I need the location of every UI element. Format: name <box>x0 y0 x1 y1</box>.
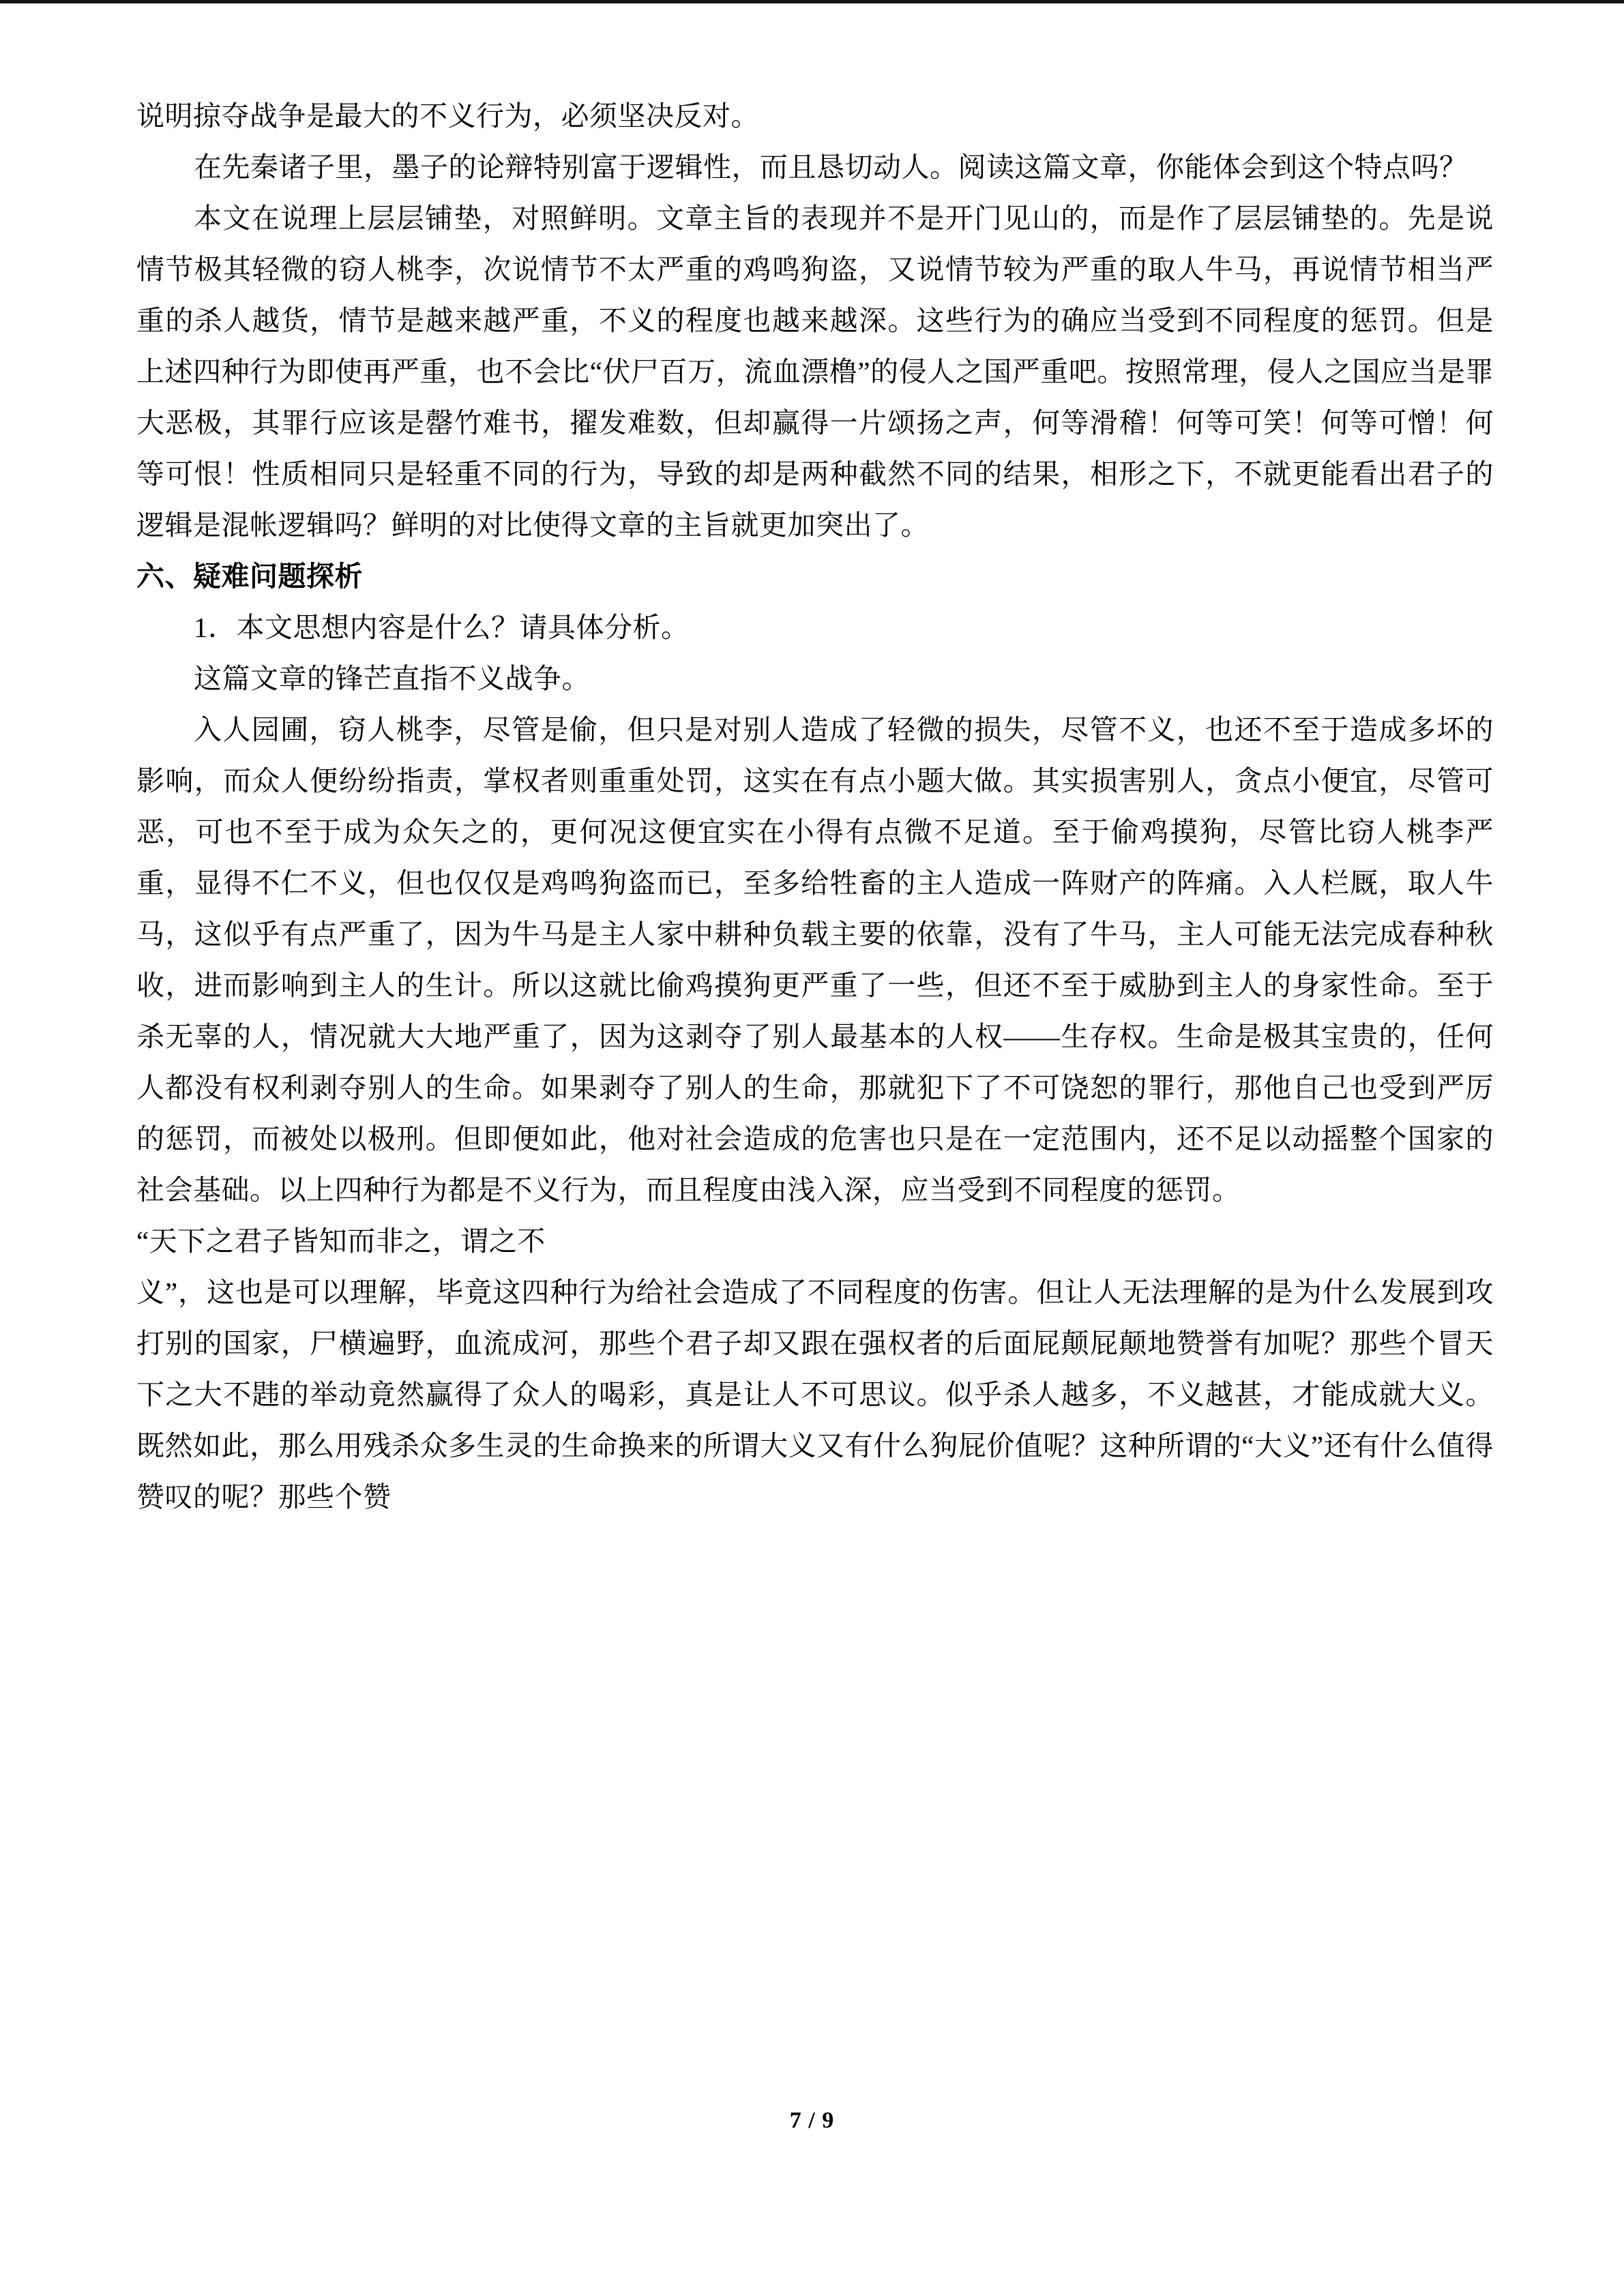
page-content <box>136 91 1494 1523</box>
section-heading-difficult-questions: 六、疑难问题探析 <box>136 561 363 592</box>
paragraph-analysis-quote: “天下之君子皆知而非之，谓之不 <box>136 1225 546 1257</box>
paragraph-analysis-part1: 入人园圃，窃人桃李，尽管是偷，但只是对别人造成了轻微的损失，尽管不义，也还不至于造成多坏的影响，而众人便纷纷指责，掌权者则重重处罚，这实在有点小题大做。其实损害别人，贪点小便宜，尽管可恶，可也不至于成为众矢之的，更何况这便宜实在小得有点微不足道。至于偷鸡摸狗，尽管比窃人桃李严重，显得不仁不义，但也仅仅是鸡鸣狗盗而已，至多给牲畜的主人造成一阵财产的阵痛。入人栏厩，取人牛马，这似乎有点严重了，因为牛马是主人家中耕种负载主要的依靠，没有了牛马，主人可能无法完成春种秋收，进而影响到主人的生计。所以这就比偷鸡摸狗更严重了一些，但还不至于威胁到主人的身家性命。至于杀无辜的人，情况就大大地严重了，因为这剥夺了别人最基本的人权——生存权。生命是极其宝贵的，任何人都没有权利剥夺别人的生命。如果剥夺了别人的生命，那就犯下了不可饶恕的罪行，那他自己也受到严厉的惩罚，而被处以极刑。但即便如此，他对社会造成的危害也只是在一定范围内，还不足以动摇整个国家的社会基础。以上四种行为都是不义行为，而且程度由浅入深，应当受到不同程度的惩罚。 <box>136 714 1494 1206</box>
paragraph-logic-question: 在先秦诸子里，墨子的论辩特别富于逻辑性，而且恳切动人。阅读这篇文章，你能体会到这个特点吗？ <box>194 151 1468 183</box>
paragraph-continued-from-previous-page: 说明掠夺战争是最大的不义行为，必须坚决反对。 <box>136 100 759 132</box>
question-item-1: 1．本文思想内容是什么？请具体分析。 <box>194 612 690 643</box>
paragraph-analysis-part2: 义”，这也是可以理解，毕竟这四种行为给社会造成了不同程度的伤害。但让人无法理解的是为什么发展到攻打别的国家，尸横遍野，血流成河，那些个君子却又跟在强权者的后面屁颠屁颠地赞誉有加呢？那些个冒天下之大不韪的举动竟然赢得了众人的喝彩，真是让人不可思议。似乎杀人越多，不义越甚，才能成就大义。既然如此，那么用残杀众多生灵的生命换来的所谓大义又有什么狗屁价值呢？这种所谓的“大义”还有什么值得赞叹的呢？那些个赞 <box>136 1277 1494 1512</box>
paragraph-layered-reasoning: 本文在说理上层层铺垫，对照鲜明。文章主旨的表现并不是开门见山的，而是作了层层铺垫的。先是说情节极其轻微的窃人桃李，次说情节不太严重的鸡鸣狗盗，又说情节较为严重的取人牛马，再说情节相当严重的杀人越货，情节是越来越严重，不义的程度也越来越深。这些行为的确应当受到不同程度的惩罚。但是上述四种行为即使再严重，也不会比“伏尸百万，流血漂橹”的侵人之国严重吧。按照常理，侵人之国应当是罪大恶极，其罪行应该是罄竹难书，擢发难数，但却赢得一片颂扬之声，何等滑稽！何等可笑！何等可憎！何等可恨！性质相同只是轻重不同的行为，导致的却是两种截然不同的结果，相形之下，不就更能看出君子的逻辑是混帐逻辑吗？鲜明的对比使得文章的主旨就更加突出了。 <box>136 203 1494 541</box>
page-number-footer: 7 / 9 <box>789 2108 835 2133</box>
answer-intro-line: 这篇文章的锋芒直指不义战争。 <box>194 663 590 694</box>
